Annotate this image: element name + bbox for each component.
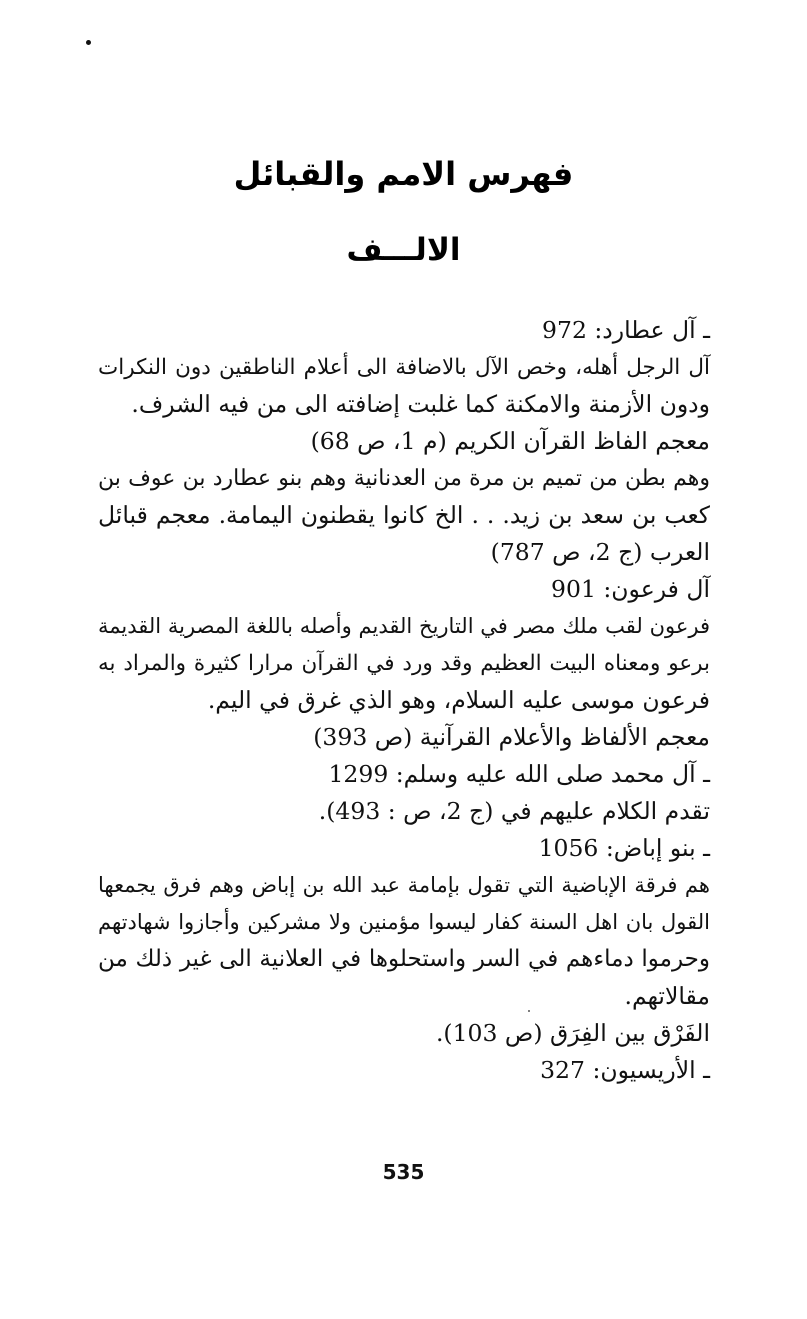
text-line: وهم بطن من تميم بن مرة من العدنانية وهم بنو عطارد بن عوف بن (98, 466, 710, 491)
text-line: فرعون موسى عليه السلام، وهو الذي غرق في اليم. (207, 686, 710, 714)
text-line: وحرموا دماءهم في السر واستحلوها في العلانية الى غير ذلك من (98, 946, 710, 972)
index-body (98, 312, 710, 1089)
text-line: مقالاتهم. (624, 982, 710, 1010)
entry-heading: ـ آل محمد صلى الله عليه وسلم: 1299 (328, 760, 710, 788)
text-line: برعو ومعناه البيت العظيم وقد ورد في القرآن مرارا كثيرة والمراد به (98, 651, 710, 676)
ink-speck (86, 40, 91, 45)
reference-line: العرب (ج 2، ص 787) (490, 538, 710, 566)
text-line: آل الرجل أهله، وخص الآل بالاضافة الى أعلام الناطقين دون النكرات (98, 355, 710, 380)
entry-heading: ـ بنو إباض: 1056 (538, 834, 710, 862)
reference-line: الفَرْق بين الفِرَق (ص 103). (435, 1019, 710, 1047)
page-title: فهرس الامم والقبائل (233, 155, 574, 193)
text-line: فرعون لقب ملك مصر في التاريخ القديم وأصله باللغة المصرية القديمة (98, 614, 710, 638)
text-line: القول بان اهل السنة كفار ليسوا مؤمنين ولا مشركين وأجازوا شهادتهم (98, 910, 710, 934)
reference-line: تقدم الكلام عليهم في (ج 2، ص : 493). (318, 797, 710, 825)
entry-heading: ـ آل عطارد: 972 (542, 316, 710, 344)
text-line: كعب بن سعد بن زيد. . . الخ كانوا يقطنون اليمامة. معجم قبائل (98, 501, 710, 529)
text-line: ودون الأزمنة والامكنة كما غلبت إضافته الى من فيه الشرف. (131, 390, 710, 418)
entry-heading: آل فرعون: 901 (551, 575, 710, 603)
section-heading: الالـــف (346, 232, 461, 268)
reference-line: معجم الفاظ القرآن الكريم (م 1، ص 68) (310, 427, 710, 455)
page-number: 535 (382, 1160, 425, 1184)
reference-line: معجم الألفاظ والأعلام القرآنية (ص 393) (313, 723, 710, 751)
entry-heading: ـ الأريسيون: 327 (540, 1056, 710, 1084)
text-line: هم فرقة الإباضية التي تقول بإمامة عبد الله بن إباض وهم فرق يجمعها (98, 873, 710, 897)
